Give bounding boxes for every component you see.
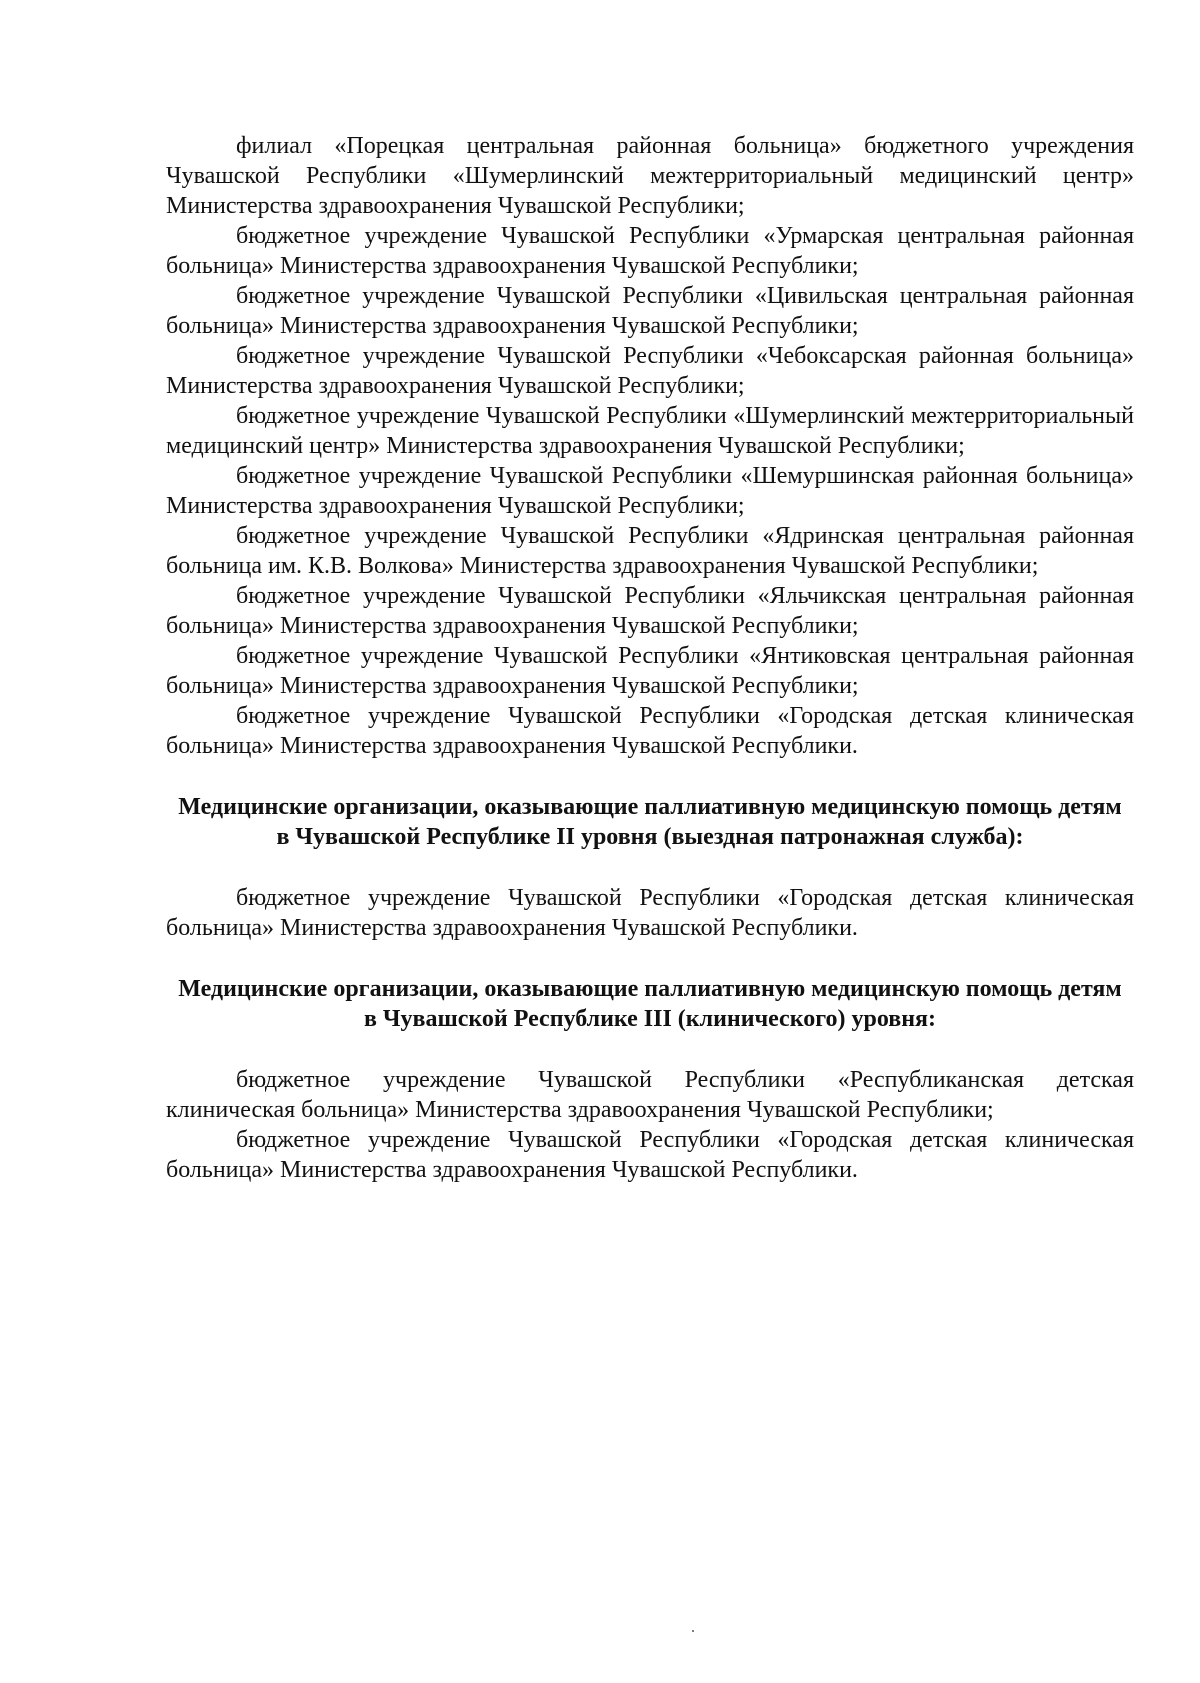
list-item: бюджетное учреждение Чувашской Республики «Городская детская клиническая больница» Министерства здравоохранения Чувашской Республики. [166,885,1134,941]
list-item: бюджетное учреждение Чувашской Республики «Янтиковская центральная районная больница» Министерства здравоохранения Чувашской Республики; [166,643,1134,699]
list-item: бюджетное учреждение Чувашской Республики «Шемуршинская районная больница» Министерства здравоохранения Чувашской Республики; [166,463,1134,519]
list-item: бюджетное учреждение Чувашской Республики «Городская детская клиническая больница» Министерства здравоохранения Чувашской Республики. [166,1127,1134,1183]
document-page [166,131,1134,1185]
list-item: бюджетное учреждение Чувашской Республики «Чебоксарская районная больница» Министерства здравоохранения Чувашской Республики; [166,343,1134,399]
section-heading-level-3: Медицинские организации, оказывающие паллиативную медицинскую помощь детям в Чувашской Республике III (клинического) уровня: [178,976,1122,1032]
list-item: бюджетное учреждение Чувашской Республики «Урмарская центральная районная больница» Министерства здравоохранения Чувашской Республики; [166,223,1134,279]
list-item: бюджетное учреждение Чувашской Республики «Городская детская клиническая больница» Министерства здравоохранения Чувашской Республики. [166,703,1134,759]
section-heading-level-2: Медицинские организации, оказывающие паллиативную медицинскую помощь детям в Чувашской Республике II уровня (выездная патронажная служба): [178,794,1122,850]
list-item: бюджетное учреждение Чувашской Республики «Шумерлинский межтерриториальный медицинский центр» Министерства здравоохранения Чувашской Республики; [166,403,1134,459]
list-item: бюджетное учреждение Чувашской Республики «Республиканская детская клиническая больница» Министерства здравоохранения Чувашской Республики; [166,1067,1134,1123]
list-item: филиал «Порецкая центральная районная больница» бюджетного учреждения Чувашской Республики «Шумерлинский межтерриториальный медицинский центр» Министерства здравоохранения Чувашской Республики; [166,133,1134,219]
list-item: бюджетное учреждение Чувашской Республики «Яльчикская центральная районная больница» Министерства здравоохранения Чувашской Республики; [166,583,1134,639]
scan-speck [692,1630,694,1632]
list-item: бюджетное учреждение Чувашской Республики «Ядринская центральная районная больница им. К.В. Волкова» Министерства здравоохранения Чувашской Республики; [166,523,1134,579]
list-item: бюджетное учреждение Чувашской Республики «Цивильская центральная районная больница» Министерства здравоохранения Чувашской Республики; [166,283,1134,339]
